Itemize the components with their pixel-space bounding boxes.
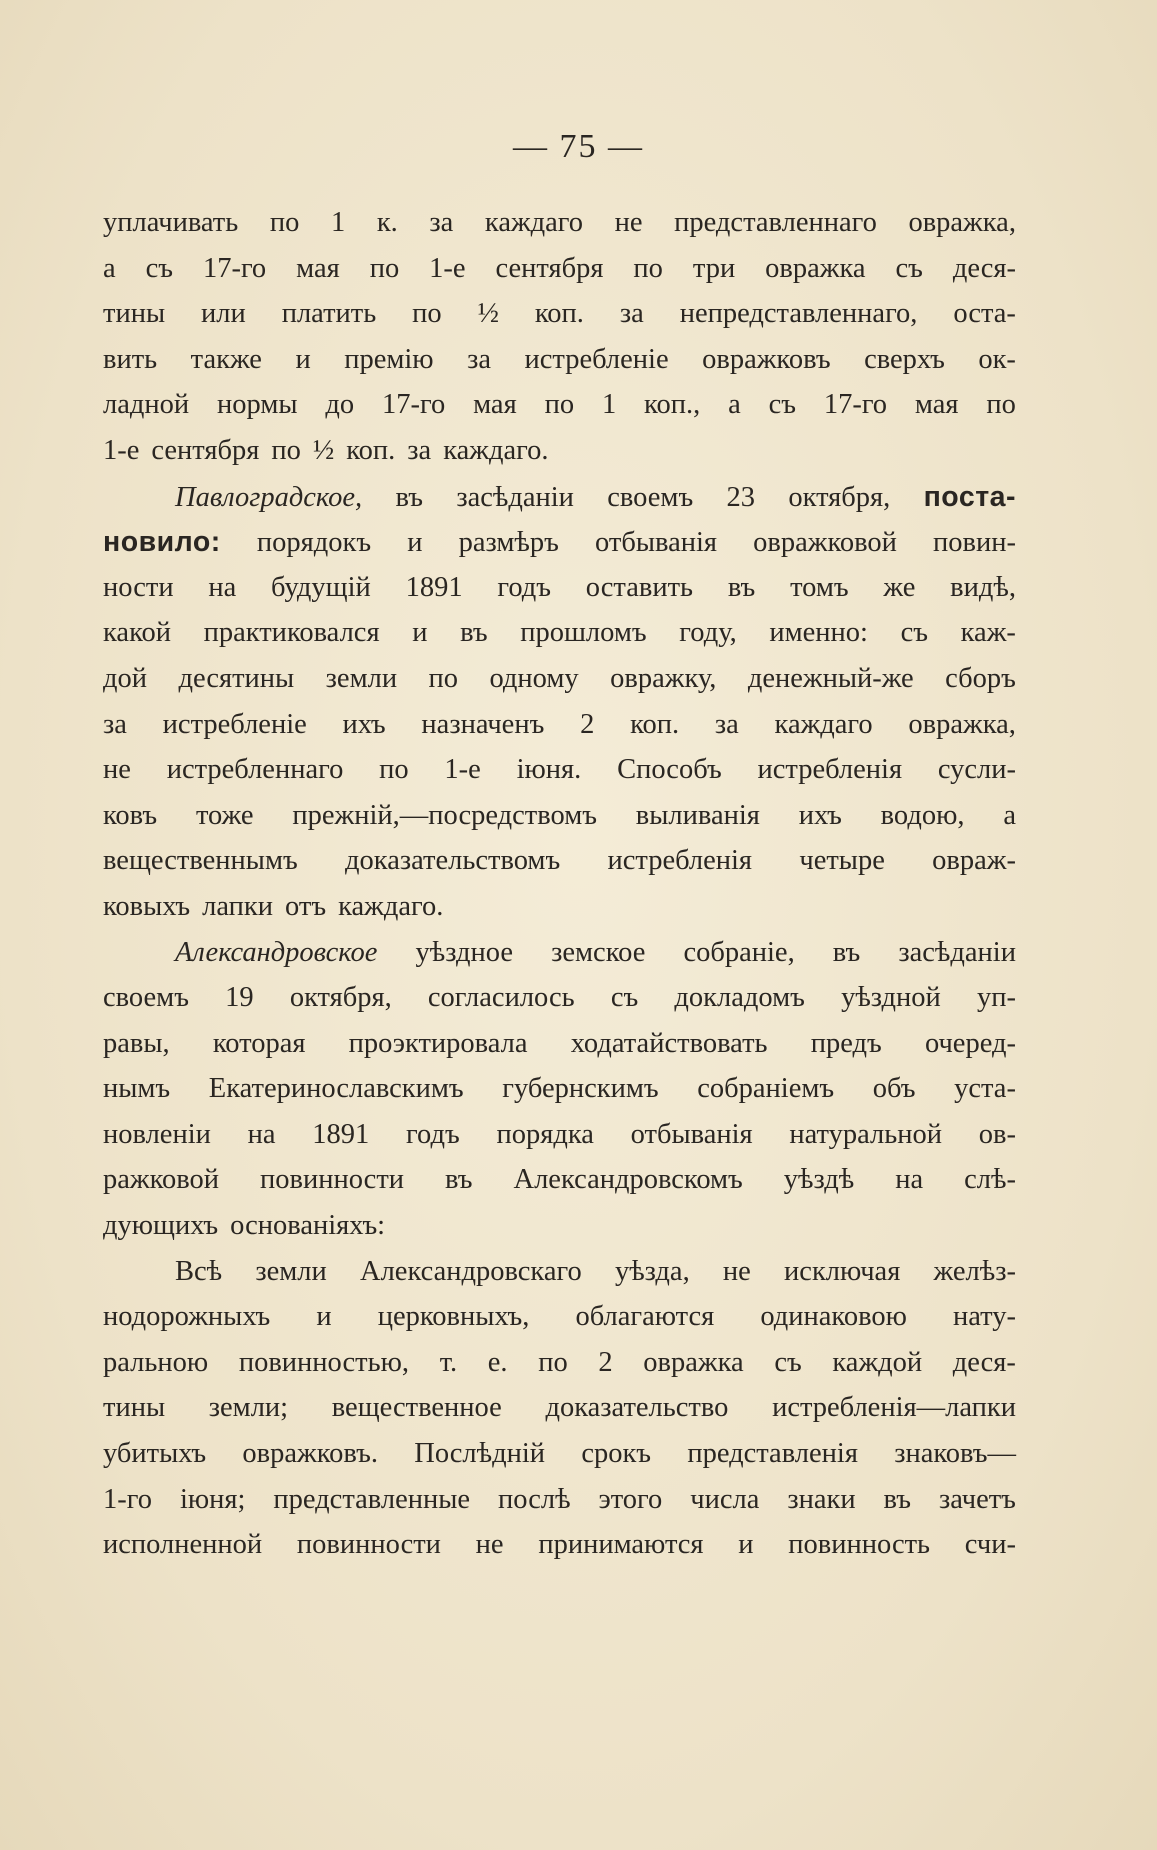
word: истребленіе: [524, 343, 669, 375]
text-line: [103, 1028, 1016, 1074]
text-line: [103, 1392, 1016, 1438]
word: коп.: [346, 434, 396, 466]
word: каж-: [960, 617, 1016, 649]
word: представленные: [273, 1483, 471, 1515]
word: размѣръ: [458, 527, 559, 559]
word: годъ: [497, 571, 552, 603]
word: не: [103, 754, 131, 786]
word: а: [103, 252, 116, 284]
word: доказательствомъ: [345, 845, 561, 877]
word: 1-е: [103, 434, 140, 466]
word: не: [475, 1529, 504, 1561]
word: повинности: [296, 1529, 441, 1561]
word: своемъ: [103, 982, 189, 1014]
word: 17-го: [823, 389, 888, 421]
word: 23: [726, 481, 756, 513]
text-line: [103, 1301, 1016, 1347]
word: вить: [103, 343, 158, 375]
word: на: [895, 1164, 924, 1196]
text-line: [103, 1484, 1016, 1530]
word: каждаго: [484, 207, 584, 238]
word: мая: [473, 389, 517, 421]
word: т.: [439, 1346, 458, 1378]
word: новило:: [103, 526, 221, 559]
word: вещественное: [331, 1392, 502, 1424]
word: ходатайствовать: [570, 1027, 768, 1059]
text-line: [103, 1347, 1016, 1393]
word: нодорожныхъ: [103, 1301, 271, 1333]
word: за: [103, 708, 127, 740]
word: Екатеринославскимъ: [208, 1073, 464, 1105]
text-line: [103, 526, 1016, 572]
word: и: [412, 617, 428, 649]
word: деся-: [952, 1346, 1016, 1378]
word: каждой: [832, 1346, 923, 1378]
word: овражковъ.: [242, 1438, 378, 1470]
word: 17-го: [382, 389, 446, 421]
word: въ: [883, 1483, 912, 1515]
word: нормы: [217, 389, 298, 421]
text-line: [103, 389, 1016, 435]
word: по: [986, 389, 1016, 421]
word: уп-: [976, 982, 1016, 1014]
word: отбыванія: [595, 527, 718, 559]
word: на: [247, 1118, 276, 1150]
word: овражка: [765, 252, 866, 284]
word: сверхъ: [864, 343, 945, 375]
word: за: [467, 343, 492, 375]
word: облагаются: [575, 1301, 715, 1333]
word: томъ: [790, 571, 849, 603]
word: одинаковою: [760, 1301, 907, 1333]
word: 1-е: [429, 252, 466, 284]
word: согласилось: [427, 982, 575, 1014]
word: каждаго.: [443, 434, 549, 466]
word: 1: [601, 389, 617, 421]
word: ковыхъ: [103, 890, 191, 922]
word: Павлоградское,: [175, 481, 363, 513]
word: земли: [325, 662, 398, 694]
word: съ: [895, 252, 923, 284]
word: мая: [914, 389, 959, 421]
word: по: [633, 252, 663, 284]
word: и: [407, 527, 423, 559]
word: октября,: [289, 982, 392, 1014]
word: іюня.: [516, 754, 582, 786]
word: засѣданіи: [898, 936, 1016, 968]
word: октября,: [788, 481, 891, 513]
word: церковныхъ,: [377, 1301, 530, 1333]
text-line: [103, 1210, 1016, 1256]
word: представленія: [687, 1438, 858, 1470]
word: равы,: [103, 1027, 170, 1059]
word: іюня;: [179, 1483, 246, 1515]
word: лапки: [202, 890, 274, 922]
word: ладной: [103, 389, 190, 421]
word: 2: [598, 1346, 613, 1378]
word: прежній,—посредствомъ: [292, 799, 597, 831]
word: по: [369, 252, 400, 284]
text-line: [103, 253, 1016, 299]
word: истребленія: [607, 845, 753, 877]
word: земское: [551, 936, 646, 968]
word: вещественнымъ: [103, 845, 298, 877]
word: отъ: [285, 890, 327, 922]
word: истребленнаго: [166, 754, 344, 786]
word: тины: [103, 298, 166, 330]
word: очеред-: [924, 1027, 1016, 1059]
word: счи-: [964, 1529, 1016, 1561]
word: срокъ: [581, 1438, 652, 1470]
word: повинности: [260, 1164, 405, 1196]
word: назначенъ: [421, 708, 545, 740]
word: ихъ: [342, 708, 386, 740]
word: четыре: [799, 845, 885, 877]
word: не: [614, 207, 643, 238]
word: и: [295, 343, 311, 375]
word: ности: [103, 571, 174, 603]
word: годъ: [406, 1118, 460, 1150]
word: уѣзда,: [614, 1255, 690, 1287]
word: по: [269, 207, 300, 238]
word: ½: [477, 298, 499, 330]
word: своемъ: [607, 481, 694, 513]
word: желѣз-: [933, 1255, 1016, 1287]
word: видѣ,: [950, 571, 1016, 603]
word: сентября: [151, 434, 260, 466]
word: какой: [103, 617, 171, 649]
word: сентября: [495, 252, 604, 284]
word: платить: [281, 298, 377, 330]
word: принимаются: [538, 1529, 704, 1561]
word: 17-го: [202, 252, 267, 284]
word: е.: [487, 1346, 508, 1378]
word: ихъ: [798, 799, 842, 831]
word: уѣздное: [415, 936, 514, 968]
word: по: [379, 754, 409, 786]
word: выливанія: [635, 799, 760, 831]
word: дой: [103, 662, 148, 694]
word: уѣздѣ: [783, 1164, 855, 1196]
word: 1-го: [103, 1483, 152, 1515]
word: истребленіе: [162, 708, 307, 740]
text-line: [103, 800, 1016, 846]
word: съ: [900, 617, 928, 649]
word: докладомъ: [674, 982, 805, 1014]
word: земли: [255, 1255, 327, 1287]
text-line: [103, 1119, 1016, 1165]
page-number: — 75 —: [513, 128, 644, 165]
word: мая: [296, 252, 340, 284]
text-line: [103, 1073, 1016, 1119]
word: премію: [344, 343, 434, 375]
word: за: [714, 708, 739, 740]
word: овражка,: [908, 708, 1016, 740]
word: объ: [872, 1073, 916, 1105]
word: ов-: [978, 1118, 1016, 1150]
word: Всѣ: [175, 1255, 223, 1287]
text-line: [103, 344, 1016, 390]
word: убитыхъ: [103, 1438, 207, 1470]
word: до: [325, 389, 355, 421]
word: одному: [489, 662, 579, 694]
word: также: [190, 343, 262, 375]
word: проэктировала: [348, 1027, 528, 1059]
word: 1: [330, 207, 346, 238]
word: оставить: [585, 571, 694, 603]
word: году,: [679, 617, 737, 649]
word: овражка,: [908, 207, 1016, 238]
word: по: [412, 298, 442, 330]
word: въ: [727, 571, 756, 603]
word: этого: [598, 1483, 663, 1515]
word: коп.,: [644, 389, 701, 421]
text-line: [103, 754, 1016, 800]
word: овражковъ: [702, 343, 831, 375]
word: земли;: [208, 1392, 289, 1424]
word: овражку,: [610, 662, 717, 694]
word: съ: [774, 1346, 802, 1378]
word: уста-: [954, 1073, 1016, 1105]
word: натуральной: [789, 1118, 943, 1150]
word: каждаго.: [338, 890, 444, 922]
word: ½: [312, 434, 335, 466]
word: три: [692, 252, 736, 284]
word: съ: [610, 982, 639, 1014]
body-text: [103, 207, 1016, 1575]
text-line: [103, 982, 1016, 1028]
word: которая: [212, 1027, 306, 1059]
word: исключая: [784, 1255, 901, 1287]
word: истребленія: [757, 754, 903, 786]
word: на: [208, 571, 237, 603]
word: истребленія—лапки: [772, 1392, 1016, 1424]
word: предъ: [810, 1027, 882, 1059]
text-line: [103, 298, 1016, 344]
word: порядка: [496, 1118, 594, 1150]
word: Способъ: [617, 754, 722, 786]
word: собраніе,: [683, 936, 795, 968]
word: знаковъ—: [894, 1438, 1016, 1470]
word: коп.: [534, 298, 584, 330]
word: а: [728, 389, 741, 421]
word: овражка: [643, 1346, 744, 1378]
word: не: [722, 1255, 751, 1287]
word: и: [738, 1529, 754, 1561]
word: будущій: [271, 571, 371, 603]
word: или: [201, 298, 246, 330]
word: въ: [395, 481, 423, 513]
word: Александровскомъ: [513, 1164, 743, 1196]
word: по: [544, 389, 575, 421]
word: именно:: [769, 617, 868, 649]
word: губернскимъ: [502, 1073, 659, 1105]
word: новленіи: [103, 1118, 211, 1150]
word: повин-: [933, 527, 1016, 559]
word: зачетъ: [938, 1483, 1016, 1515]
word: по: [538, 1346, 568, 1378]
text-line: [103, 845, 1016, 891]
word: въ: [460, 617, 488, 649]
text-line: [103, 663, 1016, 709]
word: деся-: [952, 252, 1016, 284]
word: 1891: [312, 1118, 370, 1150]
text-line: [103, 435, 1016, 481]
word: овраж-: [932, 845, 1016, 877]
word: уѣздной: [841, 982, 941, 1014]
word: непредставленнаго,: [679, 298, 918, 330]
text-line: [103, 1438, 1016, 1484]
word: Александровскаго: [360, 1255, 582, 1287]
word: послѣ: [497, 1483, 571, 1515]
word: прошломъ: [520, 617, 647, 649]
word: по: [271, 434, 301, 466]
word: засѣданіи: [456, 481, 574, 513]
word: Послѣдній: [414, 1438, 546, 1470]
text-line: [103, 481, 1016, 527]
word: поста-: [923, 480, 1016, 513]
word: десятины: [178, 662, 295, 694]
word: нату-: [953, 1301, 1016, 1333]
text-line: [103, 937, 1016, 983]
text-line: [103, 207, 1016, 253]
word: ражковой: [103, 1164, 220, 1196]
word: 19: [225, 982, 254, 1014]
word: за: [407, 434, 432, 466]
word: 1-е: [444, 754, 481, 786]
word: оста-: [953, 298, 1016, 330]
word: за: [429, 207, 454, 238]
word: въ: [445, 1164, 473, 1196]
word: числа: [690, 1483, 760, 1515]
word: тины: [103, 1392, 166, 1424]
word: исполненной: [103, 1529, 263, 1561]
word: дующихъ: [103, 1210, 219, 1242]
text-line: [103, 1529, 1016, 1575]
word: уплачивать: [103, 207, 239, 238]
text-line: [103, 891, 1016, 937]
word: сусли-: [937, 754, 1016, 786]
word: 2: [580, 708, 595, 740]
word: порядокъ: [256, 527, 372, 559]
text-line: [103, 572, 1016, 618]
word: к.: [376, 207, 398, 238]
word: доказательство: [545, 1392, 729, 1424]
word: основаніяхъ:: [230, 1210, 386, 1242]
text-line: [103, 1164, 1016, 1210]
word: за: [619, 298, 644, 330]
word: отбыванія: [630, 1118, 753, 1150]
word: представленнаго: [674, 207, 877, 238]
word: а: [1003, 799, 1016, 831]
word: каждаго: [774, 708, 873, 740]
word: слѣ-: [964, 1164, 1016, 1196]
word: денежный-же: [747, 662, 914, 694]
word: водою,: [880, 799, 965, 831]
word: 1891: [405, 571, 463, 603]
word: тоже: [195, 799, 254, 831]
word: съ: [145, 252, 173, 284]
text-line: [103, 617, 1016, 663]
word: ок-: [978, 343, 1016, 375]
word: овражковой: [753, 527, 897, 559]
word: ральною: [103, 1346, 209, 1378]
word: сборъ: [945, 662, 1016, 694]
word: коп.: [630, 708, 680, 740]
word: же: [883, 571, 916, 603]
word: повинность: [788, 1529, 931, 1561]
word: нымъ: [103, 1073, 171, 1105]
word: и: [316, 1301, 332, 1333]
word: ковъ: [103, 799, 158, 831]
word: практиковался: [203, 617, 380, 649]
word: повинностью,: [238, 1346, 410, 1378]
word: знаки: [787, 1483, 856, 1515]
text-line: [103, 1256, 1016, 1302]
word: Александровское: [175, 936, 378, 968]
word: собраніемъ: [697, 1073, 835, 1105]
word: съ: [768, 389, 796, 421]
text-line: [103, 709, 1016, 755]
word: въ: [832, 936, 861, 968]
word: по: [428, 662, 459, 694]
